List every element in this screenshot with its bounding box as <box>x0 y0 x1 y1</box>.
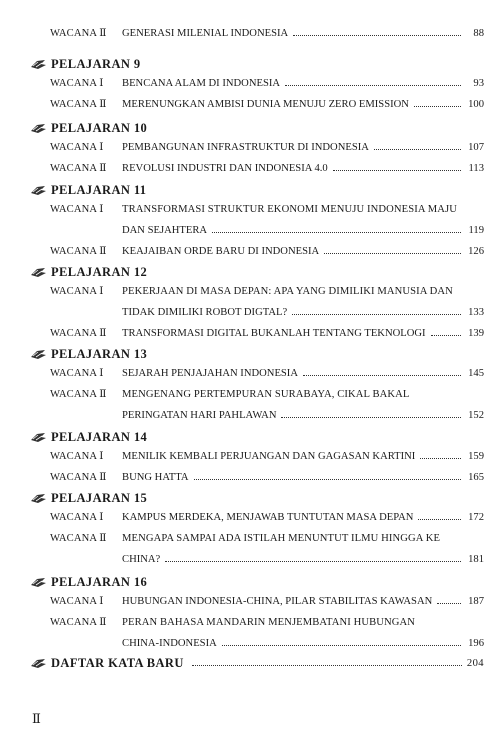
lesson-heading[interactable] <box>30 57 140 72</box>
dot-leader <box>165 561 461 562</box>
toc-entry-row[interactable] <box>122 636 484 650</box>
entry-page-number: 133 <box>468 306 484 318</box>
entry-title: REVOLUSI INDUSTRI DAN INDONESIA 4.0 <box>122 162 328 174</box>
lesson-title: PELAJARAN 12 <box>51 265 148 279</box>
lesson-heading[interactable] <box>30 491 147 506</box>
entry-title-line[interactable]: TRANSFORMASI STRUKTUR EKONOMI MENUJU INDONESIA MAJU <box>122 203 458 215</box>
entry-page-number: 119 <box>468 224 484 236</box>
entry-title-line[interactable]: MENGAPA SAMPAI ADA ISTILAH MENUNTUT ILMU HINGGA KE <box>122 532 441 544</box>
dot-leader <box>285 85 461 86</box>
wacana-label: WACANA Ⅰ <box>50 512 104 523</box>
entry-page-number: 187 <box>468 595 484 607</box>
dot-leader <box>212 232 461 233</box>
entry-page-number: 107 <box>468 141 484 153</box>
entry-page-number: 159 <box>468 450 484 462</box>
entry-title: CHINA? <box>122 553 161 565</box>
wacana-label: WACANA Ⅰ <box>50 451 104 462</box>
pen-icon <box>30 432 51 443</box>
wacana-label: WACANA Ⅱ <box>50 246 107 257</box>
pen-icon <box>30 267 51 278</box>
dot-leader <box>303 375 461 376</box>
lesson-heading[interactable] <box>30 347 147 362</box>
toc-entry-row[interactable] <box>122 305 484 319</box>
entry-title: MERENUNGKAN AMBISI DUNIA MENUJU ZERO EMISSION <box>122 98 409 110</box>
glossary-entry[interactable] <box>30 656 484 671</box>
lesson-title: PELAJARAN 14 <box>51 430 148 444</box>
entry-page-number: 172 <box>468 511 484 523</box>
entry-page-number: 165 <box>468 471 484 483</box>
toc-entry-row[interactable] <box>122 449 484 463</box>
entry-title: SEJARAH PENJAJAHAN INDONESIA <box>122 367 298 379</box>
dot-leader <box>374 149 461 150</box>
dot-leader <box>431 335 461 336</box>
wacana-label: WACANA Ⅰ <box>50 596 104 607</box>
entry-title: TRANSFORMASI DIGITAL BUKANLAH TENTANG TEKNOLOGI <box>122 327 426 339</box>
dot-leader <box>293 35 461 36</box>
entry-title: TIDAK DIMILIKI ROBOT DIGTAL? <box>122 306 288 318</box>
lesson-heading[interactable] <box>30 121 147 136</box>
toc-entry-row[interactable] <box>122 470 484 484</box>
entry-title: PEMBANGUNAN INFRASTRUKTUR DI INDONESIA <box>122 141 369 153</box>
wacana-label: WACANA Ⅱ <box>50 328 107 339</box>
entry-page-number: 181 <box>468 553 484 565</box>
lesson-title: PELAJARAN 11 <box>51 183 147 197</box>
wacana-label: WACANA Ⅰ <box>50 286 104 297</box>
pen-icon <box>30 123 51 134</box>
dot-leader <box>292 314 461 315</box>
entry-title-line[interactable]: PERAN BAHASA MANDARIN MENJEMBATANI HUBUNGAN <box>122 616 416 628</box>
glossary-title: DAFTAR KATA BARU <box>51 656 184 670</box>
dot-leader <box>194 479 461 480</box>
entry-page-number: 196 <box>468 637 484 649</box>
wacana-label: WACANA Ⅰ <box>50 368 104 379</box>
toc-entry-row[interactable] <box>122 408 484 422</box>
dot-leader <box>414 106 461 107</box>
toc-entry-row[interactable] <box>122 244 484 258</box>
wacana-label: WACANA Ⅱ <box>50 533 107 544</box>
entry-title-line[interactable]: MENGENANG PERTEMPURAN SURABAYA, CIKAL BAKAL <box>122 388 410 400</box>
entry-title-line[interactable]: PEKERJAAN DI MASA DEPAN: APA YANG DIMILIKI MANUSIA DAN <box>122 285 453 297</box>
wacana-label: WACANA Ⅱ <box>50 617 107 628</box>
entry-title: MENILIK KEMBALI PERJUANGAN DAN GAGASAN KARTINI <box>122 450 416 462</box>
wacana-label: WACANA Ⅰ <box>50 78 104 89</box>
toc-entry-row[interactable] <box>122 140 484 154</box>
entry-page-number: 152 <box>468 409 484 421</box>
entry-title: DAN SEJAHTERA <box>122 224 208 236</box>
entry-title: BUNG HATTA <box>122 471 189 483</box>
toc-entry-row[interactable] <box>122 223 484 237</box>
entry-page-number: 100 <box>468 98 484 110</box>
entry-page-number: 126 <box>468 245 484 257</box>
lesson-title: PELAJARAN 15 <box>51 491 148 505</box>
page-number: Ⅱ <box>32 711 41 726</box>
entry-title: GENERASI MILENIAL INDONESIA <box>122 27 289 39</box>
wacana-label: WACANA Ⅰ <box>50 142 104 153</box>
entry-title: BENCANA ALAM DI INDONESIA <box>122 77 281 89</box>
toc-entry-row[interactable] <box>122 510 484 524</box>
lesson-heading[interactable] <box>30 265 147 280</box>
dot-leader <box>324 253 461 254</box>
entry-page-number: 113 <box>468 162 484 174</box>
lesson-title: PELAJARAN 10 <box>51 121 148 135</box>
lesson-heading[interactable] <box>30 430 147 445</box>
toc-entry-row[interactable] <box>122 97 484 111</box>
entry-page-number: 88 <box>473 27 484 39</box>
lesson-title: PELAJARAN 9 <box>51 57 141 71</box>
dot-leader <box>437 603 461 604</box>
toc-entry-row[interactable] <box>122 161 484 175</box>
wacana-label: WACANA Ⅱ <box>50 28 107 39</box>
wacana-label: WACANA Ⅱ <box>50 163 107 174</box>
dot-leader <box>420 458 461 459</box>
lesson-heading[interactable] <box>30 575 147 590</box>
wacana-label: WACANA Ⅱ <box>50 472 107 483</box>
dot-leader <box>333 170 461 171</box>
pen-icon <box>30 577 51 588</box>
lesson-title: PELAJARAN 16 <box>51 575 148 589</box>
pen-icon <box>30 493 51 504</box>
toc-entry-row[interactable] <box>122 326 484 340</box>
toc-entry-row[interactable] <box>122 366 484 380</box>
toc-entry-row[interactable] <box>122 552 484 566</box>
dot-leader <box>222 645 461 646</box>
lesson-heading[interactable] <box>30 183 146 198</box>
dot-leader <box>192 665 462 666</box>
wacana-label: WACANA Ⅱ <box>50 389 107 400</box>
pen-icon <box>30 349 51 360</box>
toc-entry-row[interactable] <box>122 594 484 608</box>
dot-leader <box>418 519 461 520</box>
entry-title: PERINGATAN HARI PAHLAWAN <box>122 409 277 421</box>
toc-entry-row[interactable] <box>122 26 484 40</box>
entry-title: KEAJAIBAN ORDE BARU DI INDONESIA <box>122 245 320 257</box>
wacana-label: WACANA Ⅱ <box>50 99 107 110</box>
pen-icon <box>30 59 51 70</box>
wacana-label: WACANA Ⅰ <box>50 204 104 215</box>
pen-icon <box>30 185 51 196</box>
lesson-title: PELAJARAN 13 <box>51 347 148 361</box>
entry-page-number: 145 <box>468 367 484 379</box>
pen-icon <box>30 658 51 669</box>
dot-leader <box>281 417 461 418</box>
entry-title: HUBUNGAN INDONESIA-CHINA, PILAR STABILITAS KAWASAN <box>122 595 433 607</box>
entry-title: CHINA-INDONESIA <box>122 637 217 649</box>
entry-title: KAMPUS MERDEKA, MENJAWAB TUNTUTAN MASA DEPAN <box>122 511 414 523</box>
entry-page-number: 139 <box>468 327 484 339</box>
glossary-page-number: 204 <box>466 658 484 669</box>
entry-page-number: 93 <box>473 77 484 89</box>
toc-entry-row[interactable] <box>122 76 484 90</box>
